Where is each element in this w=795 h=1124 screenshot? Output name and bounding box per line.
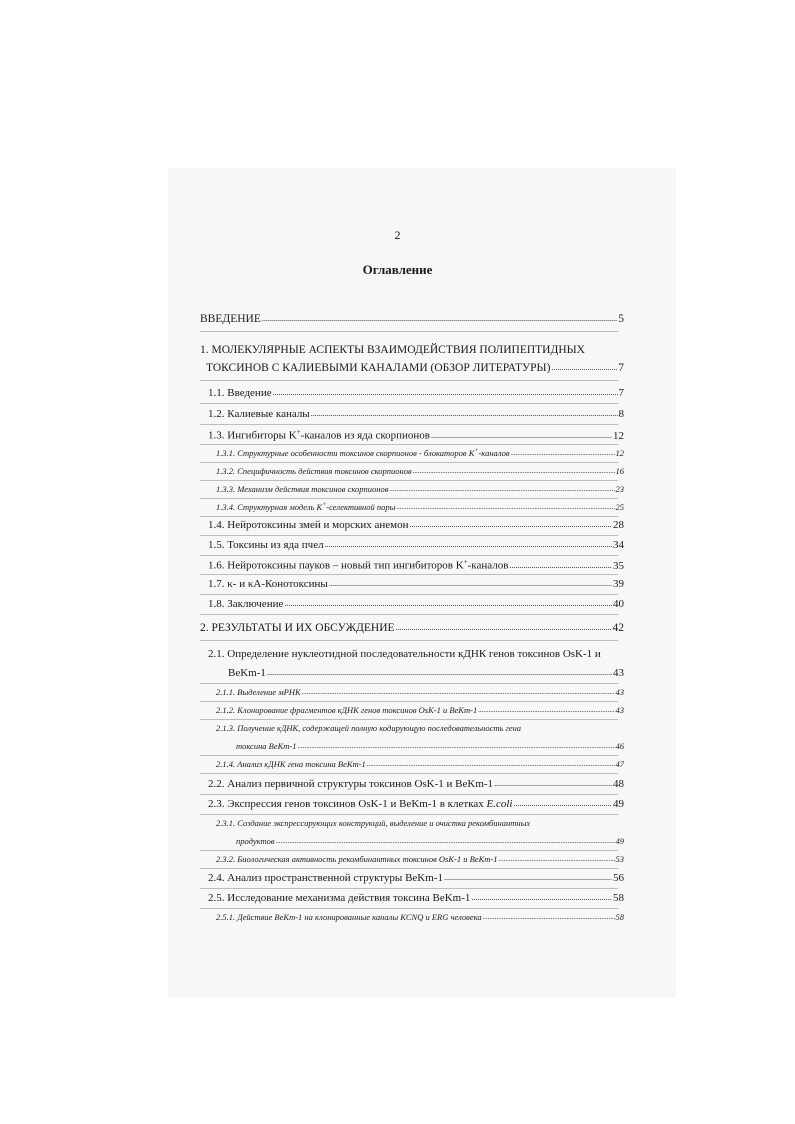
toc-entry-2-3-1-line1[interactable]: 2.3.1. Создание экспрессирующих конструкций, выделение и очистка рекомбинантных — [216, 818, 531, 828]
toc-entry-page: 53 — [615, 854, 624, 864]
toc-entry-page: 46 — [615, 741, 624, 751]
divider — [200, 424, 618, 425]
toc-entry-title: токсина BeKm-1 — [236, 741, 297, 751]
divider — [200, 594, 618, 595]
toc-entry-page: 40 — [613, 598, 624, 610]
toc-entry-2-5-1[interactable] — [216, 912, 624, 922]
divider — [200, 574, 618, 575]
toc-entry-2-3-2[interactable] — [216, 854, 624, 864]
toc-entry-2-2[interactable] — [208, 778, 624, 790]
divider — [200, 850, 618, 851]
toc-entry-page: 8 — [618, 408, 624, 420]
toc-entry-page: 25 — [615, 502, 624, 512]
toc-entry-page: 49 — [613, 798, 624, 810]
divider — [200, 535, 618, 536]
toc-entry-1-4[interactable] — [208, 519, 624, 531]
toc-entry-2-3-1[interactable] — [236, 836, 624, 846]
divider — [200, 462, 618, 463]
toc-entry-2-1-2[interactable] — [216, 705, 624, 715]
toc-entry-title: 1.3.2. Специфичность действия токсинов скорпионов — [216, 466, 412, 476]
toc-entry-title: 2.3. Экспрессия генов токсинов OsK-1 и BeKm-1 в клетках E.coli — [208, 798, 513, 810]
divider — [200, 683, 618, 684]
toc-entry-1-3-1[interactable] — [216, 448, 624, 458]
toc-entry-page: 49 — [615, 836, 624, 846]
toc-entry-2-1[interactable] — [228, 667, 624, 679]
toc-entry-title: 2.3.2. Биологическая активность рекомбинантных токсинов OsK-1 и BeKm-1 — [216, 854, 498, 864]
toc-entry-title: ТОКСИНОВ С КАЛИЕВЫМИ КАНАЛАМИ (ОБЗОР ЛИТЕРАТУРЫ) — [206, 362, 551, 374]
divider — [200, 403, 618, 404]
toc-entry-page: 28 — [613, 519, 624, 531]
divider — [200, 444, 618, 445]
divider — [200, 888, 618, 889]
toc-entry-2-4[interactable] — [208, 872, 624, 884]
toc-entry-title: 2.1.2. Клонирование фрагментов кДНК генов токсинов OsK-1 и BeKm-1 — [216, 705, 478, 715]
toc-entry-title: 1.1. Введение — [208, 387, 272, 399]
toc-entry-title: 1.5. Токсины из яда пчел — [208, 539, 324, 551]
toc-entry-title: 1.3.1. Структурные особенности токсинов скорпионов - блокаторов K+-каналов — [216, 448, 510, 458]
divider — [200, 480, 618, 481]
toc-entry-title: 2.4. Анализ пространственной структуры BeKm-1 — [208, 872, 443, 884]
toc-entry-title: 2. РЕЗУЛЬТАТЫ И ИХ ОБСУЖДЕНИЕ — [200, 622, 395, 634]
toc-entry-title: 1.6. Нейротоксины пауков – новый тип ингибиторов K+-каналов — [208, 558, 509, 572]
toc-entry-2-1-3[interactable] — [236, 741, 624, 751]
toc-entry-page: 16 — [615, 466, 624, 476]
toc-entry-1-8[interactable] — [208, 598, 624, 610]
toc-entry-1-3-2[interactable] — [216, 466, 624, 476]
toc-entry-title: 1.4. Нейротоксины змей и морских анемон — [208, 519, 409, 531]
toc-entry-page: 5 — [618, 313, 624, 325]
divider — [200, 555, 618, 556]
toc-entry-title: продуктов — [236, 836, 275, 846]
toc-entry-page: 47 — [615, 759, 624, 769]
toc-entry-title: 1.3. Ингибиторы K+-каналов из яда скорпионов — [208, 428, 430, 442]
divider — [200, 755, 618, 756]
toc-entry-ch1[interactable] — [206, 362, 624, 374]
toc-entry-1-3-4[interactable] — [216, 502, 624, 512]
divider — [200, 498, 618, 499]
toc-entry-page: 58 — [613, 892, 624, 904]
toc-entry-2-1-1[interactable] — [216, 687, 624, 697]
toc-entry-title: 2.2. Анализ первичной структуры токсинов OsK-1 и BeKm-1 — [208, 778, 494, 790]
toc-entry-title: 1.3.4. Структурная модель K+-селективной поры — [216, 502, 396, 512]
toc-entry-title: BeKm-1 — [228, 667, 266, 679]
toc-entry-title: 2.1.4. Анализ кДНК гена токсина BeKm-1 — [216, 759, 366, 769]
toc-entry-ch1-line1[interactable]: 1. МОЛЕКУЛЯРНЫЕ АСПЕКТЫ ВЗАИМОДЕЙСТВИЯ ПОЛИПЕПТИДНЫХ — [200, 344, 585, 356]
toc-entry-1-2[interactable] — [208, 408, 624, 420]
toc-entry-page: 39 — [613, 578, 624, 590]
divider — [200, 794, 618, 795]
toc-entry-page: 35 — [613, 559, 624, 572]
divider — [200, 614, 618, 615]
toc-entry-page: 43 — [615, 687, 624, 697]
toc-entry-page: 43 — [615, 705, 624, 715]
toc-entry-title: 2.5.1. Действие BeKm-1 на клонированные каналы KCNQ и ERG человека — [216, 912, 482, 922]
toc-entry-page: 12 — [615, 448, 624, 458]
toc-entry-title: 2.5. Исследование механизма действия токсина BeKm-1 — [208, 892, 471, 904]
toc-entry-title: 2.1.1. Выделение мРНК — [216, 687, 301, 697]
toc-entry-title: 1.2. Калиевые каналы — [208, 408, 310, 420]
toc-entry-2-5[interactable] — [208, 892, 624, 904]
toc-entry-page: 43 — [613, 667, 624, 679]
toc-entry-page: 34 — [613, 539, 624, 551]
divider — [200, 814, 618, 815]
toc-entry-page: 7 — [618, 387, 624, 399]
divider — [200, 868, 618, 869]
toc-entry-page: 48 — [613, 778, 624, 790]
toc-entry-title: 1.8. Заключение — [208, 598, 284, 610]
toc-entry-2-1-4[interactable] — [216, 759, 624, 769]
toc-entry-2-1-3-line1[interactable]: 2.1.3. Получение кДНК, содержащей полную кодирующую последовательность гена — [216, 723, 522, 733]
divider — [200, 719, 618, 720]
toc-entry-1-7[interactable] — [208, 578, 624, 590]
toc-entry-page: 23 — [615, 484, 624, 494]
toc-entry-page: 56 — [613, 872, 624, 884]
page-title: Оглавление — [362, 262, 433, 277]
toc-entry-page: 42 — [612, 622, 624, 634]
toc-entry-intro[interactable] — [200, 313, 624, 325]
toc-entry-page: 12 — [613, 429, 624, 442]
toc-entry-page: 58 — [615, 912, 624, 922]
divider — [200, 701, 618, 702]
toc-entry-1-6[interactable] — [208, 558, 624, 572]
toc-entry-ch2[interactable] — [200, 622, 624, 634]
toc-entry-title: 1.3.3. Механизм действия токсинов скорпионов — [216, 484, 389, 494]
toc-entry-title: 1.7. κ- и κA-Конотоксины — [208, 578, 328, 590]
divider — [200, 331, 618, 332]
toc-entry-1-5[interactable] — [208, 539, 624, 551]
divider — [200, 516, 618, 517]
toc-entry-1-3[interactable] — [208, 428, 624, 442]
divider — [200, 380, 618, 381]
toc-entry-title: ВВЕДЕНИЕ — [200, 313, 261, 325]
toc-entry-1-1[interactable] — [208, 387, 624, 399]
page-number: 2 — [394, 228, 401, 242]
toc-entry-page: 7 — [618, 362, 624, 374]
toc-entry-2-3[interactable] — [208, 798, 624, 810]
divider — [200, 640, 618, 641]
divider — [200, 908, 618, 909]
toc-entry-1-3-3[interactable] — [216, 484, 624, 494]
divider — [200, 773, 618, 774]
toc-entry-2-1-line1[interactable]: 2.1. Определение нуклеотидной последовательности кДНК генов токсинов OsK-1 и — [208, 648, 601, 660]
